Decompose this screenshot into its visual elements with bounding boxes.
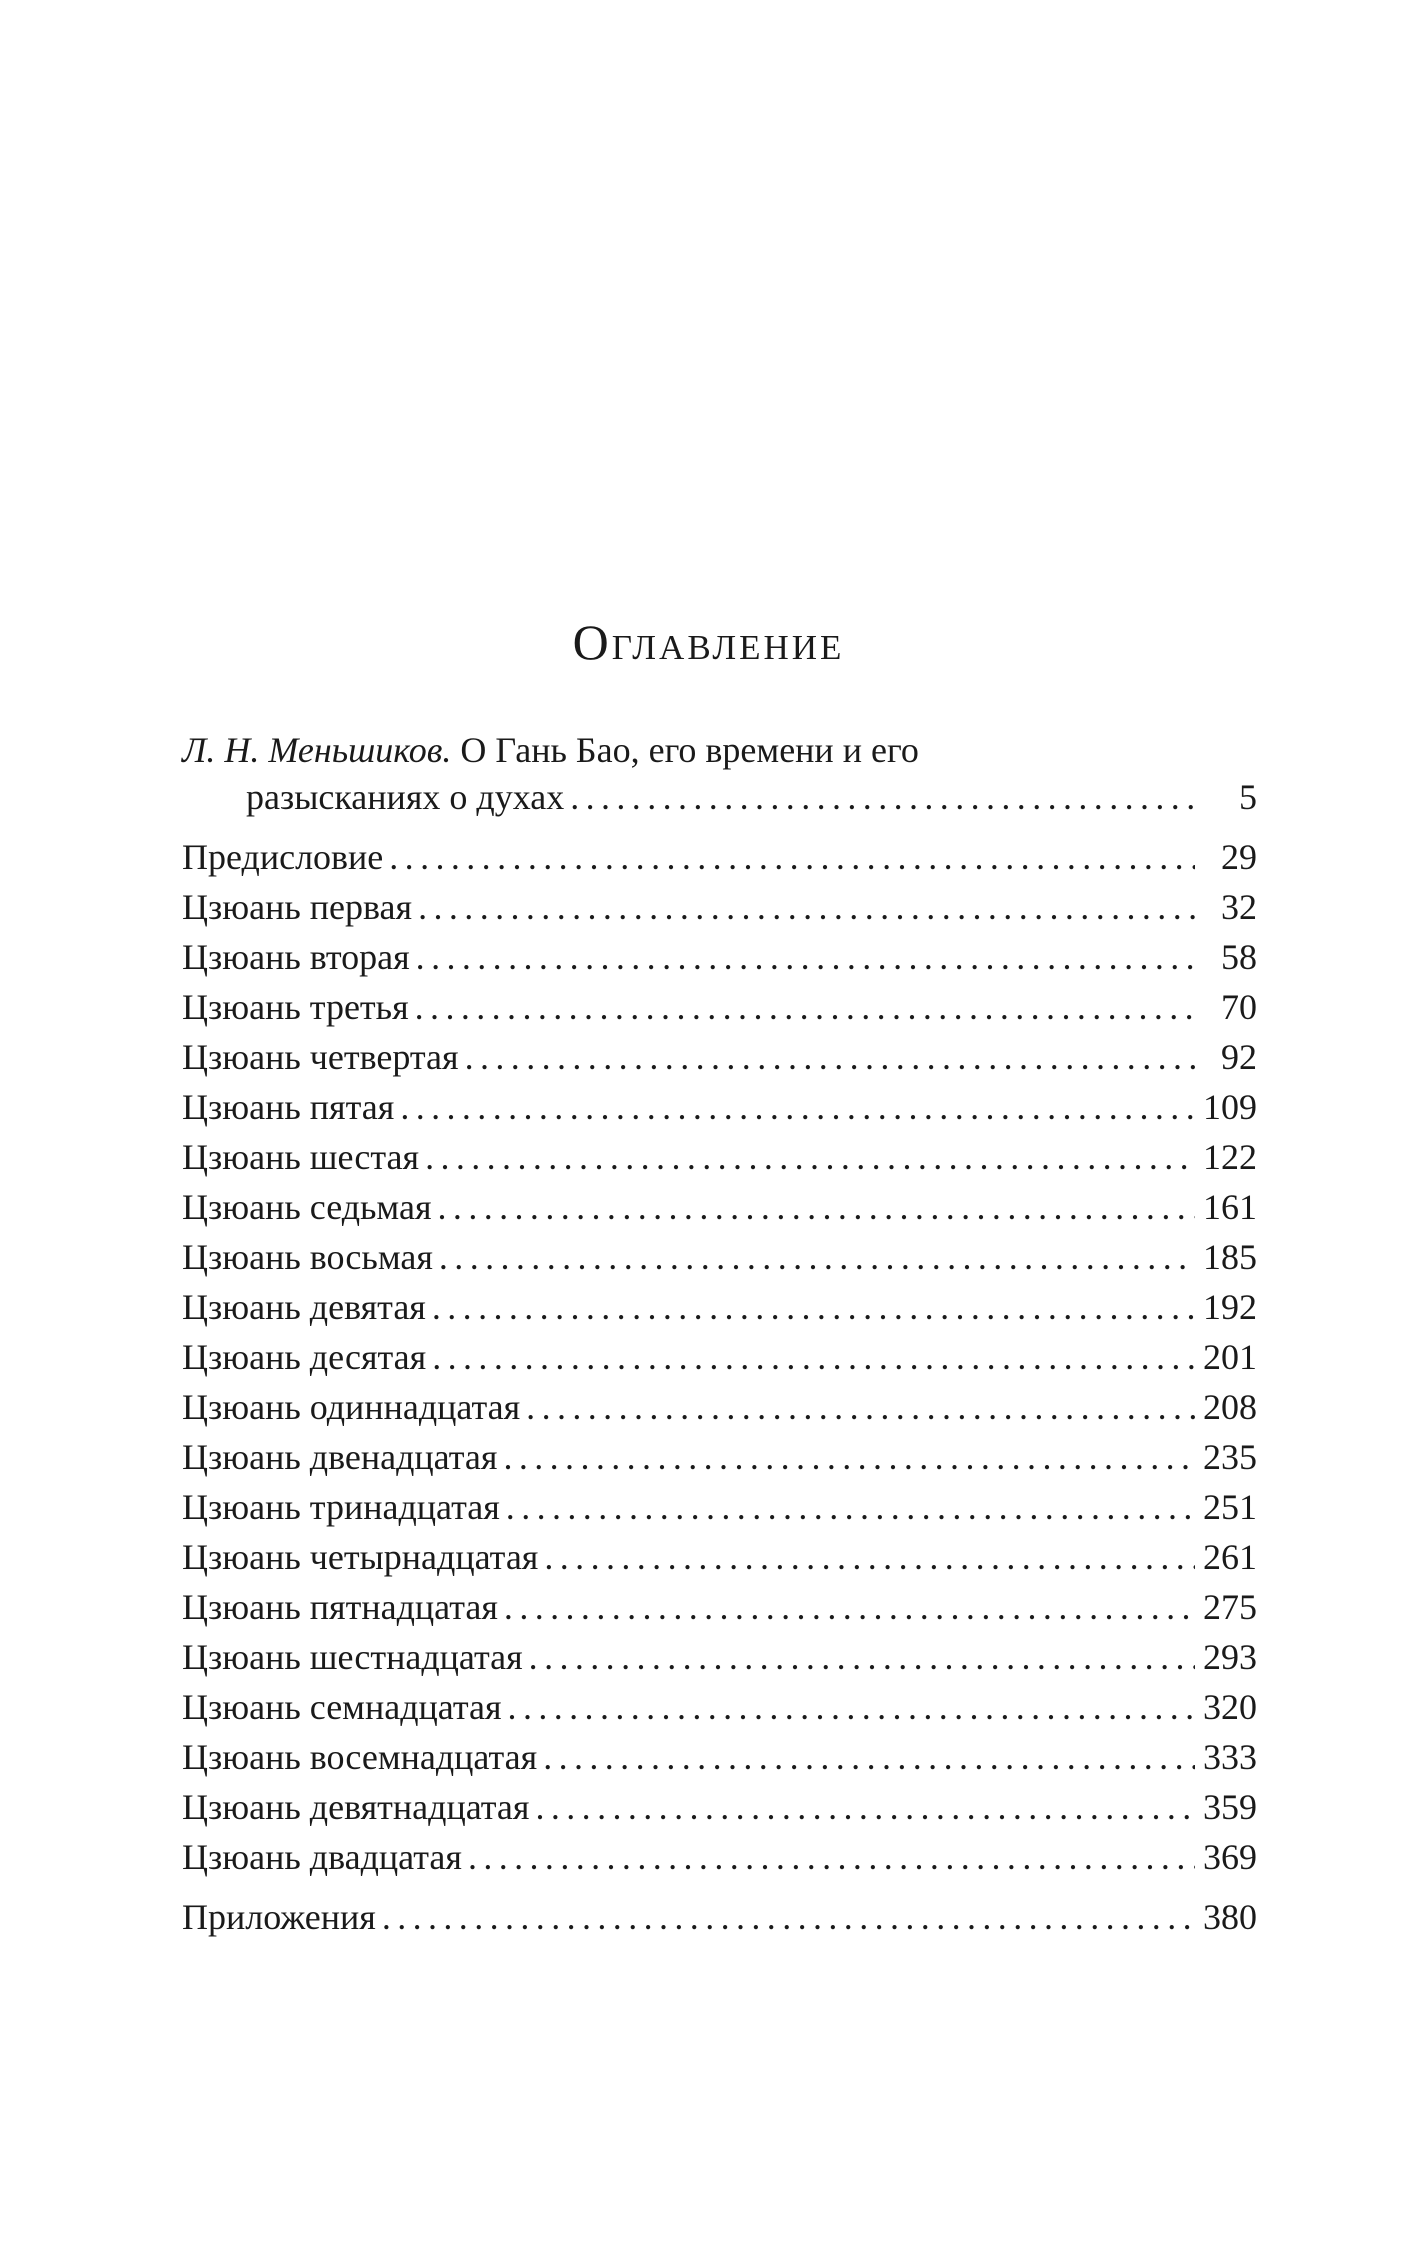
dot-leader (526, 1382, 1195, 1432)
dot-leader (506, 1482, 1195, 1532)
page-title: Оглавление (572, 614, 845, 670)
toc-entry-label: Цзюань семнадцатая (182, 1687, 502, 1727)
toc-entry-label: Цзюань третья (182, 987, 409, 1027)
page-number: 275 (1203, 1587, 1257, 1627)
toc-entry (182, 1632, 1257, 1682)
toc-entry (182, 1382, 1257, 1432)
toc-entry-label: Цзюань двадцатая (182, 1837, 462, 1877)
page-number: 29 (1221, 837, 1257, 877)
toc-entry (182, 1032, 1257, 1082)
page-number: 293 (1203, 1637, 1257, 1677)
dot-leader (465, 1032, 1195, 1082)
dot-leader (416, 932, 1195, 982)
dot-leader (432, 1282, 1195, 1332)
toc-entry-label: Цзюань седьмая (182, 1187, 432, 1227)
toc-entry-label: Цзюань двенадцатая (182, 1437, 498, 1477)
toc-entry (182, 1482, 1257, 1532)
dot-leader (439, 1232, 1195, 1282)
toc-entry (182, 932, 1257, 982)
page-number: 261 (1203, 1537, 1257, 1577)
page-number: 333 (1203, 1737, 1257, 1777)
intro-first-line (182, 728, 1257, 772)
page-number: 201 (1203, 1337, 1257, 1377)
dot-leader (503, 1432, 1195, 1482)
dot-leader (570, 772, 1195, 822)
dot-leader (508, 1682, 1195, 1732)
page-number: 185 (1203, 1237, 1257, 1277)
toc-entry (182, 1432, 1257, 1482)
dot-leader (543, 1732, 1195, 1782)
intro-second-line (182, 772, 1257, 822)
toc-entry-label: Цзюань четвертая (182, 1037, 459, 1077)
intro-author: Л. Н. Меньшиков. (182, 730, 452, 770)
toc-entry (182, 1182, 1257, 1232)
toc-entry (182, 1082, 1257, 1132)
toc-entry-label: Цзюань шестнадцатая (182, 1637, 523, 1677)
page-number: 251 (1203, 1487, 1257, 1527)
page-number: 192 (1203, 1287, 1257, 1327)
page-number: 320 (1203, 1687, 1257, 1727)
toc-entry-label: Цзюань шестая (182, 1137, 420, 1177)
toc-entry (182, 1232, 1257, 1282)
page-number: 5 (1239, 777, 1257, 817)
dot-leader (535, 1782, 1195, 1832)
page-number: 109 (1203, 1087, 1257, 1127)
toc-entry-label: Приложения (182, 1897, 376, 1937)
dot-leader (468, 1832, 1195, 1882)
toc-entry-label: Цзюань тринадцатая (182, 1487, 500, 1527)
dot-leader (415, 982, 1195, 1032)
dot-leader (425, 1132, 1195, 1182)
toc-entry-label: Цзюань пятая (182, 1087, 395, 1127)
page-number: 359 (1203, 1787, 1257, 1827)
page-number: 32 (1221, 887, 1257, 927)
dot-leader (529, 1632, 1195, 1682)
toc-entry-label: Цзюань девятая (182, 1287, 426, 1327)
page-number: 161 (1203, 1187, 1257, 1227)
page-number: 70 (1221, 987, 1257, 1027)
dot-leader (389, 832, 1195, 882)
toc-entry (182, 882, 1257, 932)
dot-leader (504, 1582, 1195, 1632)
page-number: 235 (1203, 1437, 1257, 1477)
intro-title-part2: разысканиях о духах (246, 777, 565, 817)
toc-entry (182, 1282, 1257, 1332)
dot-leader (418, 882, 1195, 932)
toc-entry-label: Предисловие (182, 837, 384, 877)
dot-leader (544, 1532, 1195, 1582)
page-number: 208 (1203, 1387, 1257, 1427)
toc-entry (182, 1832, 1257, 1882)
toc-entry-label: Цзюань девятнадцатая (182, 1787, 530, 1827)
page-number: 92 (1221, 1037, 1257, 1077)
toc-entry-label: Цзюань первая (182, 887, 413, 927)
page-number: 122 (1203, 1137, 1257, 1177)
toc-entry-label: Цзюань одиннадцатая (182, 1387, 521, 1427)
toc-entry-appendix (182, 1892, 1257, 1942)
page-number: 369 (1203, 1837, 1257, 1877)
page-number: 380 (1203, 1897, 1257, 1937)
dot-leader (432, 1332, 1195, 1382)
toc-entry-label: Цзюань вторая (182, 937, 410, 977)
toc-entry (182, 982, 1257, 1032)
toc-entry (182, 832, 1257, 882)
dot-leader (438, 1182, 1195, 1232)
page-number: 58 (1221, 937, 1257, 977)
table-of-contents (182, 728, 1257, 1942)
intro-title-part1: О Гань Бао, его времени и его (451, 730, 919, 770)
toc-entry (182, 1132, 1257, 1182)
toc-entry-label: Цзюань четырнадцатая (182, 1537, 539, 1577)
toc-entry (182, 1332, 1257, 1382)
toc-entry (182, 1532, 1257, 1582)
toc-entry (182, 1682, 1257, 1732)
toc-entry (182, 1582, 1257, 1632)
dot-leader (400, 1082, 1195, 1132)
toc-entry-label: Цзюань восемнадцатая (182, 1737, 538, 1777)
toc-entry (182, 1782, 1257, 1832)
dot-leader (382, 1892, 1195, 1942)
toc-entry-label: Цзюань десятая (182, 1337, 427, 1377)
toc-entry-label: Цзюань пятнадцатая (182, 1587, 498, 1627)
toc-entry-intro (182, 728, 1257, 822)
toc-entry-label: Цзюань восьмая (182, 1237, 433, 1277)
toc-entry (182, 1732, 1257, 1782)
